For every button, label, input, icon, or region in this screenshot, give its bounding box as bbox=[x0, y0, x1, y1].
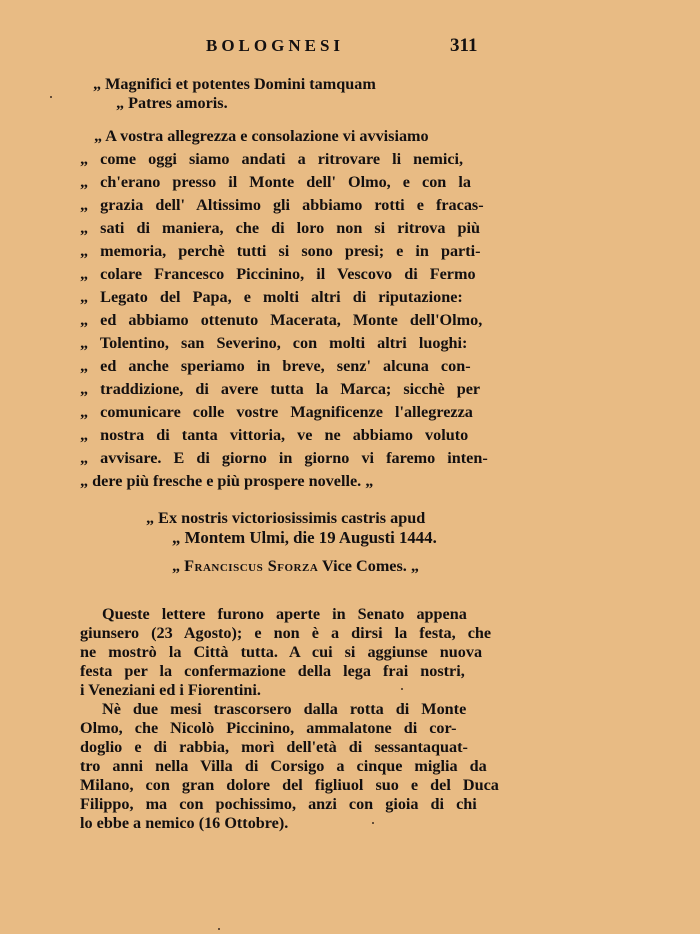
letter-line: „ avvisare. E di giorno in giorno vi faremo inten- bbox=[80, 449, 488, 467]
scan-speck bbox=[372, 822, 374, 824]
page-header bbox=[0, 36, 700, 60]
paragraph-line: giunsero (23 Agosto); e non è a dirsi la festa, che bbox=[80, 624, 492, 642]
salutation-line: „ Magnifici et potentes Domini tamquam bbox=[93, 75, 376, 93]
paragraph-line: lo ebbe a nemico (16 Ottobre). bbox=[80, 814, 289, 832]
letter-line: „ A vostra allegrezza e consolazione vi avvisiamo bbox=[94, 127, 429, 145]
scan-speck bbox=[50, 96, 52, 98]
letter-line: „ traddizione, di avere tutta la Marca; sicchè per bbox=[80, 380, 481, 398]
letter-line: „ dere più fresche e più prospere novelle. „ bbox=[80, 472, 374, 490]
letter-line: „ sati di maniera, che di loro non si ritrova più bbox=[80, 219, 481, 237]
scan-speck bbox=[401, 688, 403, 690]
salutation-line: „ Patres amoris. bbox=[116, 94, 228, 112]
paragraph-line: Milano, con gran dolore del figliuol suo e del Duca bbox=[80, 776, 499, 794]
letter-line: „ memoria, perchè tutti si sono presi; e in parti- bbox=[80, 242, 481, 260]
paragraph-line: tro anni nella Villa di Corsigo a cinque miglia da bbox=[80, 757, 487, 775]
running-title: BOLOGNESI bbox=[206, 36, 345, 55]
letter-line: „ ch'erano presso il Monte dell' Olmo, e con la bbox=[80, 173, 471, 191]
letter-line: „ grazia dell' Altissimo gli abbiamo rotti e fracas- bbox=[80, 196, 484, 214]
letter-line: „ ed anche speriamo in breve, senz' alcuna con- bbox=[80, 357, 471, 375]
signature-quote: „ bbox=[172, 557, 181, 575]
letter-line: „ comunicare colle vostre Magnificenze l'allegrezza bbox=[80, 403, 473, 421]
paragraph-line: doglio e di rabbia, morì dell'età di sessantaquat- bbox=[80, 738, 468, 756]
paragraph-line: Nè due mesi trascorsero dalla rotta di Monte bbox=[102, 700, 467, 718]
letter-line: „ Legato del Papa, e molti altri di riputazione: bbox=[80, 288, 463, 306]
scan-speck bbox=[218, 928, 220, 930]
letter-line: „ nostra di tanta vittoria, ve ne abbiamo voluto bbox=[80, 426, 469, 444]
paragraph-line: Filippo, ma con pochissimo, anzi con gioia di chi bbox=[80, 795, 477, 813]
letter-line: „ colare Francesco Piccinino, il Vescovo di Fermo bbox=[80, 265, 476, 283]
letter-line: „ ed abbiamo ottenuto Macerata, Monte dell'Olmo, bbox=[80, 311, 483, 329]
dateline-line: „ Montem Ulmi, die 19 Augusti 1444. bbox=[172, 528, 437, 547]
paragraph-line: ne mostrò la Città tutta. A cui si aggiunse nuova bbox=[80, 643, 483, 661]
letter-line: „ Tolentino, san Severino, con molti altri luoghi: bbox=[80, 334, 468, 352]
signature-name: Franciscus Sforza bbox=[184, 557, 319, 575]
paragraph-line: Queste lettere furono aperte in Senato appena bbox=[102, 605, 467, 623]
paragraph-line: Olmo, che Nicolò Piccinino, ammalatone di cor- bbox=[80, 719, 457, 737]
page-number: 311 bbox=[450, 35, 478, 56]
dateline-line: „ Ex nostris victoriosissimis castris apud bbox=[146, 509, 426, 527]
paragraph-line: festa per la confermazione della lega frai nostri, bbox=[80, 662, 465, 680]
signature-title: Vice Comes. „ bbox=[322, 557, 419, 575]
letter-line: „ come oggi siamo andati a ritrovare li nemici, bbox=[80, 150, 464, 168]
paragraph-line: i Veneziani ed i Fiorentini. bbox=[80, 681, 261, 699]
